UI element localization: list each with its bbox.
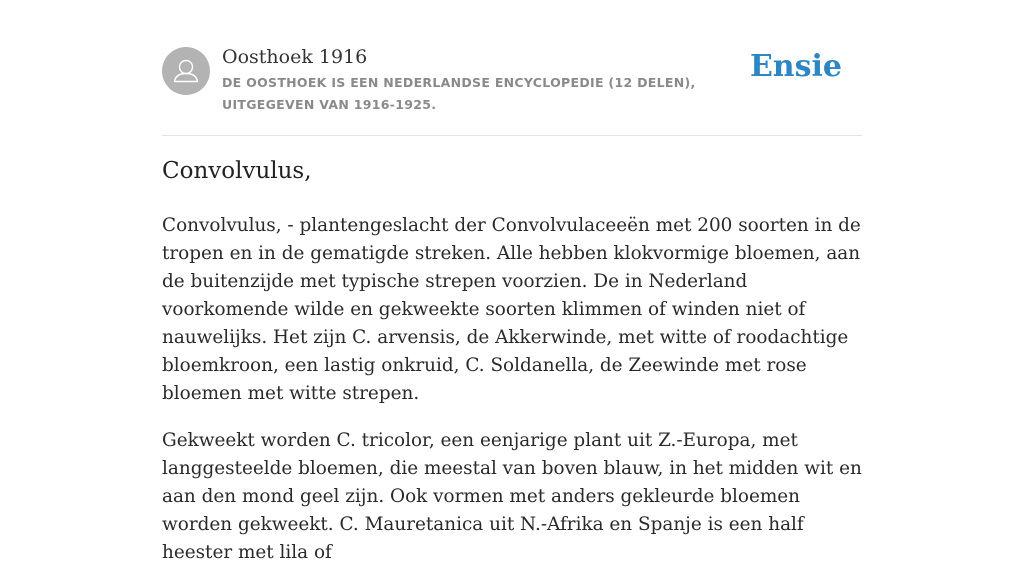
- article-paragraph: Gekweekt worden C. tricolor, een eenjarige plant uit Z.-Europa, met langgesteelde bloemen, die meestal van boven blauw, in het midden wit en aan den mond geel zijn. Ook vormen met anders gekleurde bloemen worden gekweekt. C. Mauretanica uit N.-Afrika en Spanje is een half heester met lila of: [162, 430, 862, 563]
- article-title: Convolvulus,: [162, 158, 312, 184]
- source-header: [162, 44, 862, 136]
- source-avatar[interactable]: [162, 47, 210, 95]
- article-paragraph: Convolvulus, - plantengeslacht der Convolvulaceeën met 200 soorten in de tropen en in de gematigde streken. Alle hebben klokvormige bloemen, aan de buitenzijde met typische strepen voorzien. De in Nederland voorkomende wilde en gekweekte soorten klimmen of winden niet of nauwelijks. Het zijn C. arvensis, de Akkerwinde, met witte of roodachtige bloemkroon, een lastig onkruid, C. Soldanella, de Zeewinde met rose bloemen met witte strepen.: [162, 215, 861, 404]
- article-body: [162, 212, 867, 586]
- source-title[interactable]: Oosthoek 1916: [222, 46, 368, 68]
- header-divider: [162, 135, 862, 136]
- source-description: DE OOSTHOEK IS EEN NEDERLANDSE ENCYCLOPEDIE (12 DELEN), UITGEGEVEN VAN 1916-1925.: [222, 75, 696, 112]
- brand-logo[interactable]: Ensie: [749, 49, 842, 84]
- user-icon: [162, 47, 210, 95]
